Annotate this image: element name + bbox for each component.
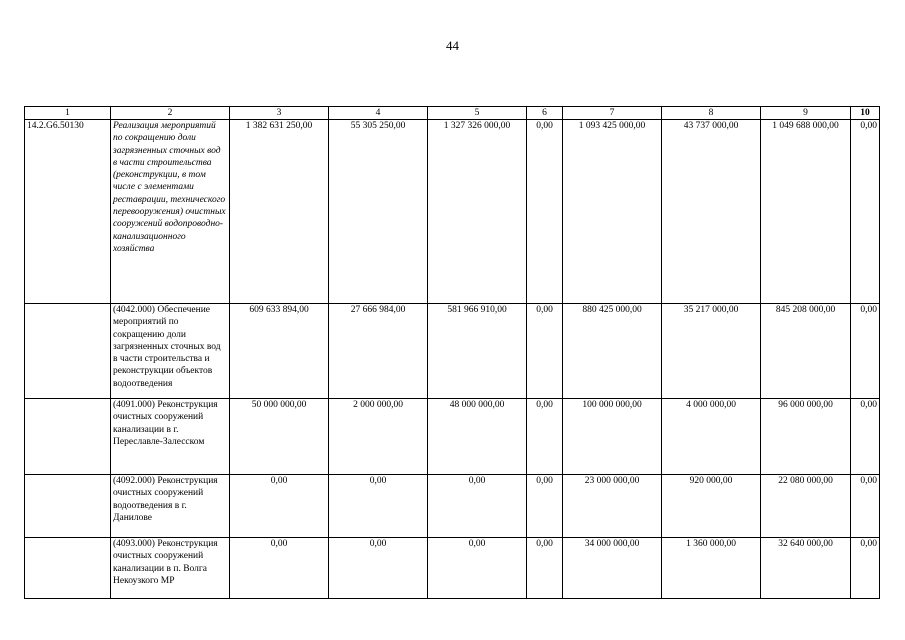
column-header: 2 — [111, 107, 230, 120]
row-name: (4093.000) Реконструкция очистных сооружений канализации в п. Волга Некоузкого МР — [111, 538, 230, 599]
column-header: 3 — [230, 107, 329, 120]
cell-col5: 0,00 — [428, 475, 527, 538]
row-code — [25, 304, 111, 399]
cell-col3: 0,00 — [230, 475, 329, 538]
row-name: Реализация мероприятий по сокращению доли загрязненных сточных вод в части строительства (реконструкции, в том числе с элементами реставрации, технического перевооружения) очистных сооружений водопроводно-канализационного хозяйства — [111, 120, 230, 304]
budget-table — [24, 106, 880, 599]
cell-col5: 1 327 326 000,00 — [428, 120, 527, 304]
cell-col7: 23 000 000,00 — [563, 475, 662, 538]
cell-col3: 609 633 894,00 — [230, 304, 329, 399]
cell-col6: 0,00 — [527, 399, 563, 475]
row-code — [25, 475, 111, 538]
row-code: 14.2.G6.50130 — [25, 120, 111, 304]
cell-col8: 35 217 000,00 — [662, 304, 761, 399]
cell-col10: 0,00 — [851, 120, 880, 304]
cell-col9: 22 080 000,00 — [761, 475, 851, 538]
cell-col3: 1 382 631 250,00 — [230, 120, 329, 304]
cell-col3: 50 000 000,00 — [230, 399, 329, 475]
cell-col5: 581 966 910,00 — [428, 304, 527, 399]
header-row — [25, 107, 880, 120]
cell-col7: 34 000 000,00 — [563, 538, 662, 599]
row-name: (4042.000) Обеспечение мероприятий по сокращению доли загрязненных сточных вод в части строительства и реконструкции объектов водоотведения — [111, 304, 230, 399]
row-name: (4092.000) Реконструкция очистных сооружений водоотведения в г. Данилове — [111, 475, 230, 538]
cell-col8: 4 000 000,00 — [662, 399, 761, 475]
table-row — [25, 304, 880, 399]
cell-col6: 0,00 — [527, 475, 563, 538]
cell-col10: 0,00 — [851, 399, 880, 475]
table-row — [25, 475, 880, 538]
column-header: 8 — [662, 107, 761, 120]
cell-col6: 0,00 — [527, 304, 563, 399]
cell-col8: 920 000,00 — [662, 475, 761, 538]
table-row — [25, 120, 880, 304]
cell-col6: 0,00 — [527, 538, 563, 599]
cell-col4: 0,00 — [329, 538, 428, 599]
cell-col3: 0,00 — [230, 538, 329, 599]
cell-col5: 48 000 000,00 — [428, 399, 527, 475]
page-number: 44 — [446, 38, 459, 53]
column-header: 4 — [329, 107, 428, 120]
cell-col10: 0,00 — [851, 304, 880, 399]
cell-col6: 0,00 — [527, 120, 563, 304]
cell-col8: 43 737 000,00 — [662, 120, 761, 304]
cell-col4: 27 666 984,00 — [329, 304, 428, 399]
cell-col4: 0,00 — [329, 475, 428, 538]
column-header: 6 — [527, 107, 563, 120]
row-code — [25, 538, 111, 599]
column-header: 1 — [25, 107, 111, 120]
cell-col4: 55 305 250,00 — [329, 120, 428, 304]
cell-col5: 0,00 — [428, 538, 527, 599]
column-header: 7 — [563, 107, 662, 120]
cell-col4: 2 000 000,00 — [329, 399, 428, 475]
table-row — [25, 399, 880, 475]
cell-col10: 0,00 — [851, 538, 880, 599]
cell-col10: 0,00 — [851, 475, 880, 538]
cell-col7: 100 000 000,00 — [563, 399, 662, 475]
cell-col9: 96 000 000,00 — [761, 399, 851, 475]
cell-col7: 1 093 425 000,00 — [563, 120, 662, 304]
cell-col9: 32 640 000,00 — [761, 538, 851, 599]
cell-col8: 1 360 000,00 — [662, 538, 761, 599]
column-header: 9 — [761, 107, 851, 120]
cell-col9: 845 208 000,00 — [761, 304, 851, 399]
cell-col9: 1 049 688 000,00 — [761, 120, 851, 304]
row-code — [25, 399, 111, 475]
cell-col7: 880 425 000,00 — [563, 304, 662, 399]
row-name: (4091.000) Реконструкция очистных сооружений канализации в г. Переславле-Залесском — [111, 399, 230, 475]
column-header: 10 — [851, 107, 880, 120]
column-header: 5 — [428, 107, 527, 120]
table-row — [25, 538, 880, 599]
